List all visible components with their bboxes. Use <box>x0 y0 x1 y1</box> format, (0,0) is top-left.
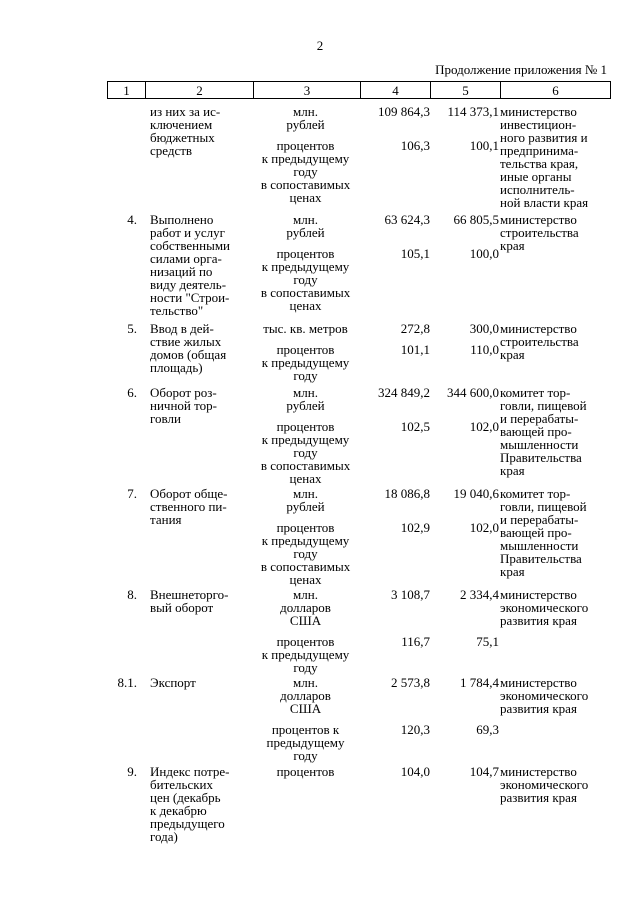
responsible-body-line: иные органы <box>500 169 572 184</box>
value-col-4-item: 272,8 <box>400 321 430 336</box>
value-col-5 <box>429 487 499 534</box>
value-col-5 <box>429 588 499 648</box>
unit-line: млн. <box>293 385 318 400</box>
responsible-body-line: развития края <box>500 701 577 716</box>
unit-group <box>252 723 359 762</box>
value-col-4 <box>361 386 430 433</box>
unit-group <box>252 765 359 778</box>
value-col-5-item: 110,0 <box>470 342 499 357</box>
responsible-body-line: комитет тор- <box>500 486 571 501</box>
value-col-5 <box>429 322 499 356</box>
unit-of-measure <box>252 213 359 312</box>
unit-of-measure <box>252 588 359 674</box>
indicator-name-line: Внешнеторго- <box>150 587 229 602</box>
value-spacer <box>429 500 499 521</box>
unit-line: млн. <box>293 675 318 690</box>
value-col-4-item: 102,5 <box>400 419 430 434</box>
responsible-body-line: экономического <box>500 600 589 615</box>
unit-group <box>252 487 359 513</box>
value-col-4-item: 120,3 <box>400 722 430 737</box>
indicator-name-line: Ввод в дей- <box>150 321 214 336</box>
value-col-4-item: 106,3 <box>400 138 430 153</box>
indicator-name-line: собственными <box>150 238 230 253</box>
responsible-body-line: предпринима- <box>500 143 579 158</box>
indicator-name-line: бительских <box>150 777 213 792</box>
value-col-5-item: 102,0 <box>469 419 499 434</box>
value-col-4 <box>361 676 430 736</box>
unit-line: году <box>293 164 318 179</box>
unit-line: к предыдущему <box>261 533 350 548</box>
unit-line: процентов <box>276 764 335 779</box>
unit-line: к предыдущему <box>261 355 350 370</box>
unit-line: году <box>293 546 318 561</box>
unit-line: предыдущему <box>266 735 345 750</box>
unit-group <box>252 588 359 627</box>
value-col-4-item: 2 573,8 <box>391 675 430 690</box>
indicator-name-line: из них за ис- <box>150 104 221 119</box>
indicator-name-line: тания <box>150 512 182 527</box>
indicator-name-line: ключением <box>150 117 213 132</box>
row-number: 8. <box>127 587 137 602</box>
value-col-4-item: 109 864,3 <box>378 104 430 119</box>
responsible-body-line: министерство <box>500 764 577 779</box>
header-col-2: 2 <box>146 82 254 98</box>
value-spacer <box>361 399 430 420</box>
unit-group <box>252 247 359 312</box>
indicator-name-line: ничной тор- <box>150 398 217 413</box>
unit-line: году <box>293 272 318 287</box>
responsible-body-line: министерство <box>500 321 577 336</box>
value-col-5-item: 75,1 <box>476 634 499 649</box>
indicator-name <box>150 105 250 157</box>
unit-line: ценах <box>289 298 322 313</box>
page-number: 2 <box>316 38 324 53</box>
indicator-name-line: домов (общая <box>150 347 227 362</box>
indicator-name-line: вый оборот <box>150 600 214 615</box>
unit-group <box>252 386 359 412</box>
unit-group <box>252 420 359 485</box>
responsible-body-line: министерство <box>500 675 577 690</box>
value-col-4 <box>361 105 430 152</box>
unit-line: ценах <box>289 471 322 486</box>
value-col-4 <box>361 765 430 778</box>
unit-line: году <box>293 748 318 763</box>
unit-group <box>252 676 359 715</box>
responsible-body-line: инвестицион- <box>500 117 577 132</box>
unit-line: млн. <box>293 587 318 602</box>
value-col-5-item: 100,0 <box>469 246 499 261</box>
responsible-body <box>500 322 610 361</box>
header-col-5: 5 <box>431 82 501 98</box>
unit-line: в сопоставимых <box>260 285 351 300</box>
unit-line: в сопоставимых <box>260 458 351 473</box>
value-col-5 <box>429 386 499 433</box>
indicator-name-line: Выполнено <box>150 212 214 227</box>
responsible-body-line: развития края <box>500 613 577 628</box>
value-col-5-item: 344 600,0 <box>447 385 499 400</box>
indicator-name-line: Оборот обще- <box>150 486 228 501</box>
unit-of-measure <box>252 105 359 204</box>
unit-of-measure <box>252 322 359 382</box>
responsible-body-line: министерство <box>500 587 577 602</box>
responsible-body <box>500 588 610 627</box>
responsible-body-line: ной власти края <box>500 195 589 210</box>
responsible-body-line: края <box>500 463 525 478</box>
indicator-name-line: Индекс потре- <box>150 764 230 779</box>
unit-line: в сопоставимых <box>260 177 351 192</box>
responsible-body-line: тельства края, <box>500 156 579 171</box>
unit-line: процентов <box>276 634 335 649</box>
unit-line: млн. <box>293 104 318 119</box>
value-col-5-item: 114 373,1 <box>447 104 499 119</box>
header-col-3: 3 <box>254 82 361 98</box>
indicator-name-line: ствие жилых <box>150 334 222 349</box>
value-col-5-item: 104,7 <box>469 764 499 779</box>
value-spacer <box>361 500 430 521</box>
value-col-5-item: 1 784,4 <box>460 675 499 690</box>
indicator-name <box>150 765 250 843</box>
unit-of-measure <box>252 487 359 586</box>
responsible-body-line: министерство <box>500 212 577 227</box>
responsible-body-line: экономического <box>500 777 589 792</box>
value-spacer <box>361 118 430 139</box>
value-col-5 <box>429 765 499 778</box>
unit-of-measure <box>252 765 359 778</box>
unit-line: США <box>289 701 322 716</box>
indicator-name <box>150 487 250 526</box>
unit-group <box>252 105 359 131</box>
unit-line: долларов <box>280 600 331 615</box>
unit-line: в сопоставимых <box>260 559 351 574</box>
value-col-4-item: 18 086,8 <box>384 486 430 501</box>
unit-line: к предыдущему <box>261 259 350 274</box>
unit-line: рублей <box>286 225 325 240</box>
unit-group <box>252 322 359 335</box>
value-col-5-item: 100,1 <box>469 138 499 153</box>
value-col-5-item: 19 040,6 <box>453 486 499 501</box>
value-spacer <box>429 226 499 247</box>
value-col-5 <box>429 676 499 736</box>
row-number: 4. <box>127 212 137 227</box>
value-col-4-item: 116,7 <box>401 634 430 649</box>
indicator-name-line: Оборот роз- <box>150 385 217 400</box>
indicator-name-line: предыдущего <box>150 816 225 831</box>
unit-line: рублей <box>286 117 325 132</box>
row-number: 6. <box>127 385 137 400</box>
indicator-name-line: площадь) <box>150 360 203 375</box>
unit-line: США <box>289 613 322 628</box>
unit-of-measure <box>252 676 359 762</box>
unit-line: процентов <box>276 138 335 153</box>
responsible-body-line: говли, пищевой <box>500 398 587 413</box>
row-number: 5. <box>127 321 137 336</box>
responsible-body-line: края <box>500 347 525 362</box>
indicator-name <box>150 213 250 317</box>
unit-group <box>252 635 359 674</box>
responsible-body <box>500 105 610 209</box>
responsible-body-line: мышленности <box>500 538 579 553</box>
unit-line: ценах <box>289 190 322 205</box>
row-number: 8.1. <box>117 675 137 690</box>
indicator-name-line: к декабрю <box>150 803 207 818</box>
responsible-body-line: мышленности <box>500 437 579 452</box>
responsible-body <box>500 676 610 715</box>
indicator-name-line: цен (декабрь <box>150 790 221 805</box>
indicator-name-line: виду деятель- <box>150 277 227 292</box>
indicator-name-line: бюджетных <box>150 130 215 145</box>
responsible-body-line: вающей про- <box>500 424 572 439</box>
responsible-body-line: говли, пищевой <box>500 499 587 514</box>
indicator-name-line: говли <box>150 411 181 426</box>
value-col-5-item: 300,0 <box>469 321 499 336</box>
value-col-4 <box>361 588 430 648</box>
indicator-name-line: года) <box>150 829 178 844</box>
value-spacer <box>429 689 499 723</box>
indicator-name <box>150 676 250 689</box>
unit-line: ценах <box>289 572 322 587</box>
unit-line: году <box>293 368 318 383</box>
value-col-4-item: 324 849,2 <box>378 385 430 400</box>
value-col-4-item: 102,9 <box>400 520 430 535</box>
indicator-name-line: тельство" <box>150 303 204 318</box>
indicator-name-line: силами орга- <box>150 251 222 266</box>
unit-line: процентов <box>276 342 335 357</box>
header-col-6: 6 <box>552 82 559 98</box>
responsible-body-line: развития края <box>500 790 577 805</box>
unit-line: млн. <box>293 212 318 227</box>
value-col-4-item: 3 108,7 <box>391 587 430 602</box>
value-spacer <box>429 118 499 139</box>
indicator-name-line: низаций по <box>150 264 213 279</box>
responsible-body-line: и перерабаты- <box>500 411 579 426</box>
unit-group <box>252 139 359 204</box>
value-col-4 <box>361 322 430 356</box>
responsible-body-line: строительства <box>500 225 579 240</box>
value-col-5-item: 66 805,5 <box>453 212 499 227</box>
value-col-5-item: 69,3 <box>476 722 499 737</box>
responsible-body <box>500 765 610 804</box>
indicator-name-line: Экспорт <box>150 675 196 690</box>
indicator-name-line: работ и услуг <box>150 225 225 240</box>
value-spacer <box>361 601 430 635</box>
indicator-name-line: средств <box>150 143 193 158</box>
responsible-body-line: края <box>500 564 525 579</box>
value-col-5-item: 102,0 <box>469 520 499 535</box>
responsible-body-line: комитет тор- <box>500 385 571 400</box>
responsible-body-line: Правительства <box>500 551 582 566</box>
responsible-body-line: Правительства <box>500 450 582 465</box>
responsible-body-line: строительства <box>500 334 579 349</box>
unit-line: к предыдущему <box>261 432 350 447</box>
unit-line: к предыдущему <box>261 647 350 662</box>
value-spacer <box>361 226 430 247</box>
responsible-body-line: экономического <box>500 688 589 703</box>
unit-group <box>252 213 359 239</box>
value-col-5-item: 2 334,4 <box>460 587 499 602</box>
indicator-name <box>150 386 250 425</box>
value-col-4-item: 105,1 <box>400 246 430 261</box>
unit-of-measure <box>252 386 359 485</box>
indicator-name-line: ности "Строи- <box>150 290 230 305</box>
row-number: 7. <box>127 486 137 501</box>
value-spacer <box>361 689 430 723</box>
unit-group <box>252 521 359 586</box>
value-spacer <box>429 601 499 635</box>
responsible-body <box>500 386 610 477</box>
unit-line: году <box>293 445 318 460</box>
responsible-body <box>500 213 610 252</box>
responsible-body-line: ного развития и <box>500 130 588 145</box>
header-col-1: 1 <box>108 82 146 98</box>
value-col-4 <box>361 487 430 534</box>
responsible-body-line: вающей про- <box>500 525 572 540</box>
unit-line: рублей <box>286 499 325 514</box>
responsible-body-line: края <box>500 238 525 253</box>
indicator-name-line: ственного пи- <box>150 499 227 514</box>
unit-line: году <box>293 660 318 675</box>
indicator-name <box>150 588 250 614</box>
unit-line: млн. <box>293 486 318 501</box>
value-col-4 <box>361 213 430 260</box>
unit-line: процентов <box>276 246 335 261</box>
value-col-5 <box>429 213 499 260</box>
value-spacer <box>429 399 499 420</box>
value-col-4-item: 104,0 <box>400 764 430 779</box>
row-number: 9. <box>127 764 137 779</box>
responsible-body <box>500 487 610 578</box>
indicator-name <box>150 322 250 374</box>
value-col-4-item: 63 624,3 <box>384 212 430 227</box>
unit-line: долларов <box>280 688 331 703</box>
unit-line: к предыдущему <box>261 151 350 166</box>
unit-line: процентов к <box>271 722 340 737</box>
unit-line: процентов <box>276 419 335 434</box>
header-col-4: 4 <box>361 82 431 98</box>
responsible-body-line: министерство <box>500 104 577 119</box>
unit-group <box>252 343 359 382</box>
value-col-5 <box>429 105 499 152</box>
value-col-4-item: 101,1 <box>400 342 430 357</box>
unit-line: процентов <box>276 520 335 535</box>
unit-line: тыс. кв. метров <box>263 321 348 336</box>
unit-line: рублей <box>286 398 325 413</box>
appendix-continuation-note: Продолжение приложения № 1 <box>435 62 607 77</box>
table-header-row <box>107 81 611 99</box>
responsible-body-line: исполнитель- <box>500 182 575 197</box>
responsible-body-line: и перерабаты- <box>500 512 579 527</box>
